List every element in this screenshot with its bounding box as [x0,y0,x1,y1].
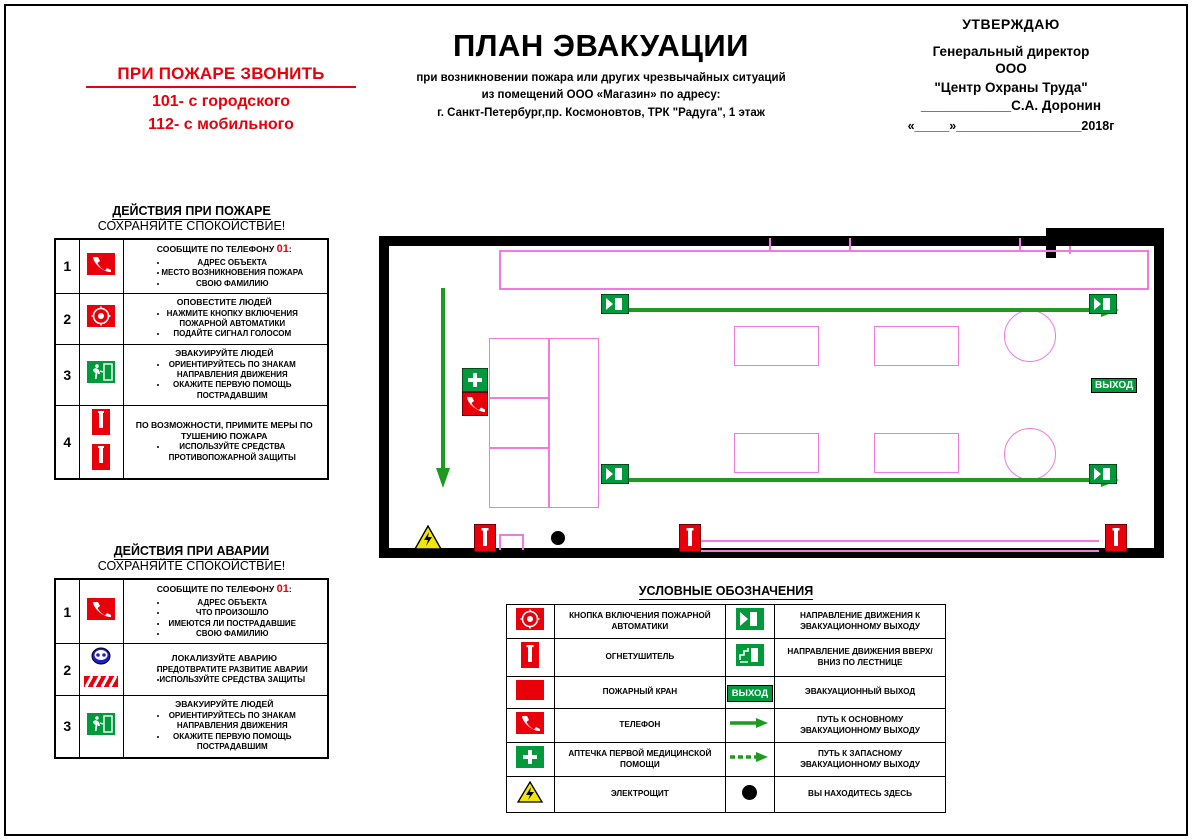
plan-title-block [361,28,841,122]
row-title: СООБЩИТЕ ПО ТЕЛЕФОНУ 01: [156,583,292,595]
plan-subtitle-2: из помещений ООО «Магазин» по адресу: [481,89,721,102]
table-row [55,406,328,480]
approval-block [861,16,1161,133]
shelf-shape [874,326,959,366]
corridor-line [1147,250,1149,290]
you-are-here-icon [551,531,565,545]
row-title: ОПОВЕСТИТЕ ЛЮДЕЙ [176,296,272,307]
legend-label: КНОПКА ВКЛЮЧЕНИЯ ПОЖАРНОЙ АВТОМАТИКИ [554,605,725,639]
direction-exit-sign [601,464,629,489]
corridor-line [849,238,851,252]
row-items: • ОРИЕНТИРУЙТЕСЬ ПО ЗНАКАМ НАПРАВЛЕНИЯ ДВИЖЕНИЯ • ОКАЖИТЕ ПЕРВУЮ ПОМОЩЬ ПОСТРАДАВШИМ [128,360,322,402]
row-title: ЛОКАЛИЗУЙТЕ АВАРИЮ [171,653,277,664]
accident-actions-block [54,544,329,759]
row-number: 4 [55,406,79,480]
barrier-icon [84,674,118,685]
corridor-line [1019,238,1021,252]
legend-label: НАПРАВЛЕНИЕ ДВИЖЕНИЯ ВВЕРХ/ВНИЗ ПО ЛЕСТНИЦЕ [775,639,946,677]
table-row [55,696,328,758]
approval-signature-name: ____________С.А. Доронин [921,98,1101,113]
fire-hydrant-icon [679,524,701,557]
row-items: • ОРИЕНТИРУЙТЕСЬ ПО ЗНАКАМ НАПРАВЛЕНИЯ ДВИЖЕНИЯ • ОКАЖИТЕ ПЕРВУЮ ПОМОЩЬ ПОСТРАДАВШИМ [128,711,322,753]
row-number: 1 [55,579,79,644]
corridor-line [522,534,524,550]
fire-alarm-button-icon [87,305,115,327]
corridor-line [499,534,524,536]
row-number: 3 [55,696,79,758]
fire-hydrant-icon [92,444,110,470]
plan-subtitle-3: г. Санкт-Петербург,пр. Космоновтов, ТРК "Радуга", 1 этаж [437,106,765,119]
corridor-line [1069,246,1071,254]
running-man-exit-icon [87,361,115,383]
exit-sign-icon: ВЫХОД [727,685,773,702]
table-row [55,579,328,644]
room-shape [489,448,549,508]
you-are-here-icon [742,785,757,800]
extinguisher-hydrant-icon [92,409,110,435]
approval-role: Генеральный директор [932,44,1090,59]
phone-icon [87,253,115,275]
legend-label: ТЕЛЕФОН [554,709,725,743]
emergency-call-line-1: 101- с городского [151,93,290,110]
first-aid-kit-icon [516,746,544,768]
room-shape [549,338,599,508]
row-number: 2 [55,644,79,696]
corridor-line [679,540,1099,542]
legend-label: ЭВАКУАЦИОННЫЙ ВЫХОД [775,677,946,709]
wall-notch-left [1046,228,1056,258]
row-title: ПО ВОЗМОЖНОСТИ, ПРИМИТЕ МЕРЫ ПО ТУШЕНИЮ ПОЖАРА [135,420,313,441]
exit-sign-icon: ВЫХОД [1091,378,1137,393]
list-item [507,743,946,777]
row-items: • ПРЕДОТВРАТИТЕ РАЗВИТИЕ АВАРИИ • ИСПОЛЬЗУЙТЕ СРЕДСТВА ЗАЩИТЫ [128,665,322,686]
row-title: ЭВАКУИРУЙТЕ ЛЮДЕЙ [175,699,274,710]
approval-org-name: "Центр Охраны Труда" [934,80,1088,95]
legend-label: ВЫ НАХОДИТЕСЬ ЗДЕСЬ [775,777,946,813]
corridor-line [499,536,501,550]
direction-exit-icon [736,608,764,630]
fire-actions-block [54,204,329,480]
approval-org-type: ООО [995,61,1027,76]
phone-icon [87,598,115,620]
corridor-line [499,288,1149,290]
fire-actions-subcaption: СОХРАНЯЙТЕ СПОКОЙСТВИЕ! [97,219,286,233]
row-number: 3 [55,344,79,405]
corridor-line [499,250,501,290]
legend-label: НАПРАВЛЕНИЕ ДВИЖЕНИЯ К ЭВАКУАЦИОННОМУ ВЫХОДУ [775,605,946,639]
evacuation-plan-page [4,4,1188,836]
row-items: • НАЖМИТЕ КНОПКУ ВКЛЮЧЕНИЯ ПОЖАРНОЙ АВТОМАТИКИ • ПОДАЙТЕ СИГНАЛ ГОЛОСОМ [128,309,322,340]
accident-actions-subcaption: СОХРАНЯЙТЕ СПОКОЙСТВИЕ! [97,559,286,573]
legend-label: ПУТЬ К ОСНОВНОМУ ЭВАКУАЦИОННОМУ ВЫХОДУ [775,709,946,743]
row-items: • АДРЕС ОБЪЕКТА • ЧТО ПРОИЗОШЛО • ИМЕЮТСЯ ЛИ ПОСТРАДАВШИЕ • СВОЮ ФАМИЛИЮ [128,598,322,640]
fire-actions-table [54,238,329,480]
page-title: ПЛАН ЭВАКУАЦИИ [453,28,749,63]
row-title: СООБЩИТЕ ПО ТЕЛЕФОНУ 01: [156,243,292,255]
fire-hydrant-icon [474,524,496,557]
approval-date: «_____»__________________2018г [907,119,1115,133]
accident-actions-table [54,578,329,759]
shelf-shape [874,433,959,473]
emergency-call-block [86,64,356,134]
fire-actions-caption: ДЕЙСТВИЯ ПРИ ПОЖАРЕ [112,204,271,218]
fire-alarm-button-icon [516,608,544,630]
emergency-call-title: ПРИ ПОЖАРЕ ЗВОНИТЬ [86,64,356,88]
legend-label: ЭЛЕКТРОЩИТ [554,777,725,813]
approval-word: УТВЕРЖДАЮ [962,16,1060,32]
electric-panel-icon [517,780,543,809]
row-items: • ИСПОЛЬЗУЙТЕ СРЕДСТВА ПРОТИВОПОЖАРНОЙ ЗАЩИТЫ [128,442,322,463]
table-row [55,644,328,696]
legend-label: ОГНЕТУШИТЕЛЬ [554,639,725,677]
wall-notch-top-right [1046,228,1164,246]
fire-hydrant-icon [1105,524,1127,557]
legend-table [506,604,946,813]
phone-icon [516,712,544,734]
list-item [507,639,946,677]
table-row [55,344,328,405]
accident-actions-caption: ДЕЙСТВИЯ ПРИ АВАРИИ [113,544,270,558]
room-shape [489,338,549,398]
list-item [507,605,946,639]
corridor-line [499,250,1149,252]
floor-plan-map [379,228,1164,566]
legend-label: ПОЖАРНЫЙ КРАН [554,677,725,709]
wall-right [1154,236,1164,558]
row-items: • АДРЕС ОБЪЕКТА • МЕСТО ВОЗНИКНОВЕНИЯ ПОЖАРА • СВОЮ ФАМИЛИЮ [128,258,322,289]
green-dashed-arrow-icon [730,750,770,769]
direction-exit-sign [1089,464,1117,489]
direction-exit-sign [601,294,629,319]
row-number: 1 [55,239,79,293]
direction-exit-sign [1089,294,1117,319]
green-arrow-icon [730,716,770,735]
corridor-line [769,238,771,252]
legend-block [506,584,946,813]
table-row [55,293,328,344]
shelf-shape [734,326,819,366]
table-row [55,239,328,293]
fire-hydrant-icon [516,680,544,700]
legend-label: ПУТЬ К ЗАПАСНОМУ ЭВАКУАЦИОННОМУ ВЫХОДУ [775,743,946,777]
legend-label: АПТЕЧКА ПЕРВОЙ МЕДИЦИНСКОЙ ПОМОЩИ [554,743,725,777]
wall-left [379,236,389,558]
corridor-line [679,550,1099,552]
electric-panel-icon [414,525,442,556]
row-number: 2 [55,293,79,344]
list-item [507,709,946,743]
green-arrow-icon [431,288,461,498]
shelf-shape [734,433,819,473]
room-shape [489,398,549,448]
list-item [507,777,946,813]
direction-stairs-icon [736,644,764,666]
legend-title: УСЛОВНЫЕ ОБОЗНАЧЕНИЯ [638,584,814,598]
phone-icon [462,392,488,421]
extinguisher-icon [521,642,539,668]
green-arrow-icon [614,300,1124,320]
green-arrow-icon [614,470,1124,490]
plan-subtitle-1: при возникновении пожара или других чрезвычайных ситуаций [416,72,786,84]
row-title: ЭВАКУИРУЙТЕ ЛЮДЕЙ [175,347,274,358]
running-man-exit-icon [87,713,115,735]
emergency-call-line-2: 112- с мобильного [148,116,294,133]
list-item [507,677,946,709]
gas-mask-barrier-icon [86,647,116,667]
